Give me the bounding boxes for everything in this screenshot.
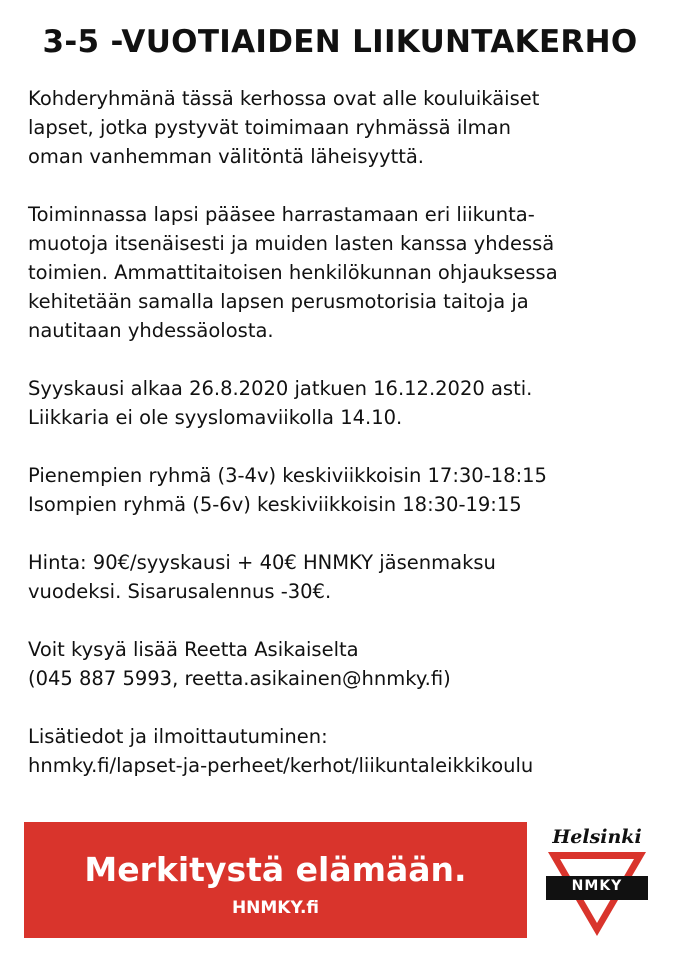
paragraph-target-group: [28, 84, 668, 171]
slogan-banner: [24, 822, 527, 938]
text-line: muotoja itsenäisesti ja muiden lasten kanssa yhdessä: [28, 232, 555, 255]
text-line: Syyskausi alkaa 26.8.2020 jatkuen 16.12.2020 asti.: [28, 377, 533, 400]
text-line: Liikkaria ei ole syyslomaviikolla 14.10.: [28, 406, 403, 429]
nmky-logo: [540, 826, 654, 938]
text-line: oman vanhemman välitöntä läheisyyttä.: [28, 145, 425, 168]
banner-slogan: Merkitystä elämään.: [84, 850, 467, 889]
text-line: nautitaan yhdessäolosta.: [28, 319, 274, 342]
body-text: [28, 84, 668, 809]
paragraph-season: [28, 374, 668, 432]
text-line: lapset, jotka pystyvät toimimaan ryhmässä ilman: [28, 116, 511, 139]
text-line: (045 887 5993, reetta.asikainen@hnmky.fi): [28, 667, 451, 690]
text-line: Voit kysyä lisää Reetta Asikaiselta: [28, 638, 359, 661]
logo-letters: NMKY: [571, 878, 623, 894]
text-line: toimien. Ammattitaitoisen henkilökunnan ohjauksessa: [28, 261, 558, 284]
paragraph-schedule: [28, 461, 668, 519]
text-line: Lisätiedot ja ilmoittautuminen:: [28, 725, 328, 748]
banner-website[interactable]: HNMKY.fi: [231, 898, 320, 918]
registration-link[interactable]: hnmky.fi/lapset-ja-perheet/kerhot/liikuntaleikkikoulu: [28, 754, 534, 777]
paragraph-contact: [28, 635, 668, 693]
nmky-triangle-logo-icon: [546, 850, 648, 938]
paragraph-price: [28, 548, 668, 606]
text-line: Toiminnassa lapsi pääsee harrastamaan eri liikunta-: [28, 203, 535, 226]
paragraph-registration: [28, 722, 668, 780]
text-line: Hinta: 90€/syyskausi + 40€ HNMKY jäsenmaksu: [28, 551, 496, 574]
text-line: kehitetään samalla lapsen perusmotorisia taitoja ja: [28, 290, 529, 313]
logo-city-name: Helsinki: [552, 826, 642, 848]
paragraph-description: [28, 200, 668, 345]
text-line: Pienempien ryhmä (3-4v) keskiviikkoisin 17:30-18:15: [28, 464, 547, 487]
page-title: 3-5 -VUOTIAIDEN LIIKUNTAKERHO: [42, 24, 638, 60]
text-line: Kohderyhmänä tässä kerhossa ovat alle kouluikäiset: [28, 87, 540, 110]
text-line: vuodeksi. Sisarusalennus -30€.: [28, 580, 332, 603]
text-line: Isompien ryhmä (5-6v) keskiviikkoisin 18:30-19:15: [28, 493, 522, 516]
